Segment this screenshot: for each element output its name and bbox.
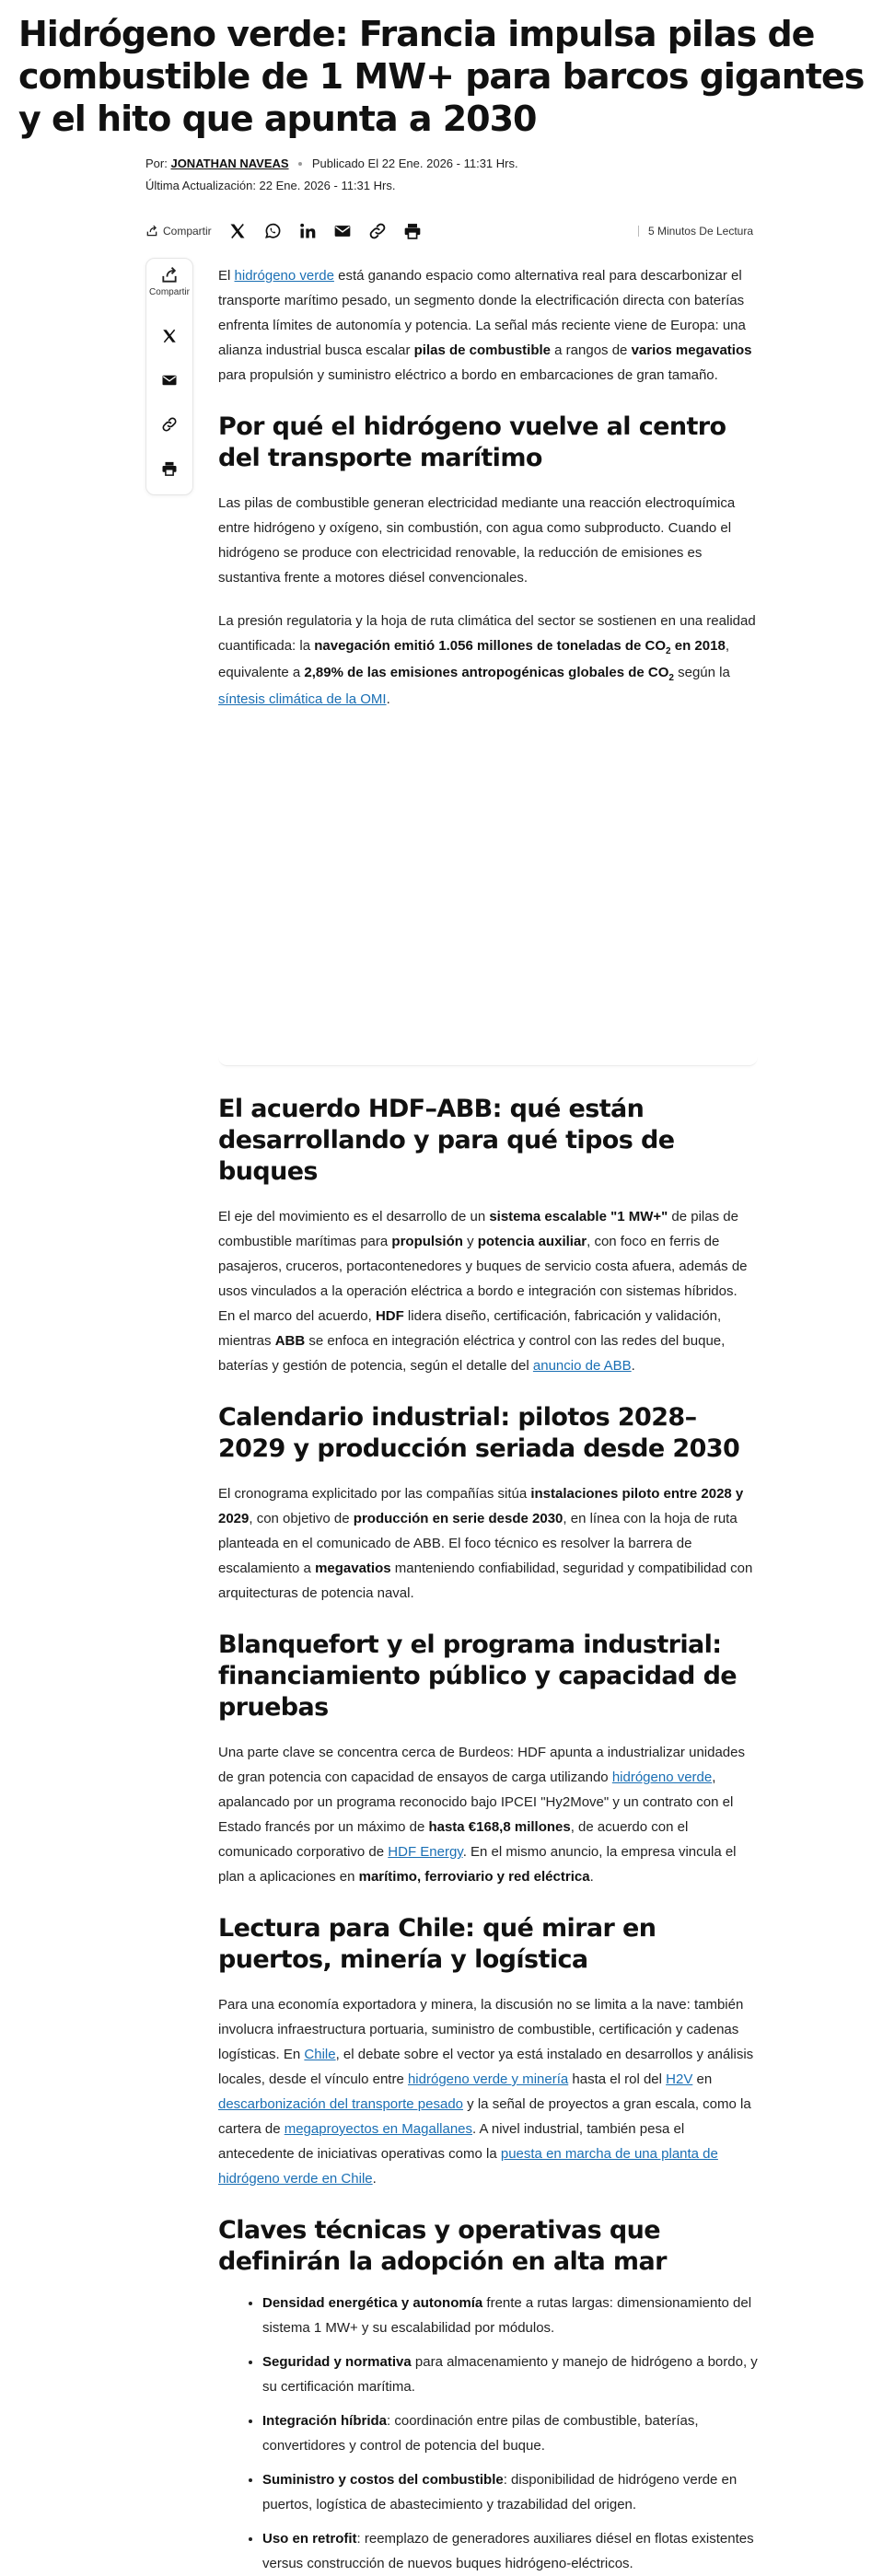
paragraph-fuel-cells: Las pilas de combustible generan electricidad mediante una reacción electroquímica entre hidrógeno y oxígeno, sin combustión, con agua como subproducto. Cuando el hidrógeno se produce con electricidad renovable, la reducción de emisiones es sustantiva frente a motores diésel convencionales. — [218, 495, 736, 586]
separator-dot — [298, 162, 302, 166]
technical-keys-list — [218, 2291, 758, 2576]
sidebar-email-button[interactable] — [158, 369, 180, 391]
email-share-button[interactable] — [331, 220, 354, 242]
by-label: Por: — [145, 157, 168, 170]
linkedin-share-button[interactable] — [296, 220, 319, 242]
read-time-divider — [638, 226, 639, 237]
floating-share-sidebar — [145, 258, 193, 495]
share-button[interactable] — [145, 225, 212, 238]
link-hidrogeno-verde-2[interactable]: hidrógeno verde — [611, 1770, 713, 1785]
heading-hdf-abb: El acuerdo HDF–ABB: qué están desarrollando y para qué tipos de buques — [218, 1095, 675, 1186]
heading-blanquefort: Blanquefort y el programa industrial: financiamiento público y capacidad de pruebas — [218, 1630, 738, 1722]
link-hdf-energy[interactable]: HDF Energy — [388, 1844, 463, 1860]
linkedin-icon — [298, 222, 317, 240]
share-bar — [145, 217, 753, 245]
link-megaproyectos-magallanes[interactable]: megaproyectos en Magallanes — [284, 2121, 473, 2137]
article-body — [218, 263, 758, 2576]
link-planta-chile[interactable]: puesta en marcha de una planta de hidrógeno verde en Chile — [218, 2146, 718, 2187]
share-icon — [145, 225, 158, 238]
heading-chile: Lectura para Chile: qué mirar en puertos, minería y logística — [218, 1914, 656, 1974]
x-share-button[interactable] — [227, 220, 249, 242]
link-abb-announcement[interactable]: anuncio de ABB — [532, 1358, 632, 1374]
link-imo-synthesis[interactable]: síntesis climática de la OMI — [218, 691, 387, 707]
sidebar-print-button[interactable] — [158, 458, 180, 480]
heading-calendar: Calendario industrial: pilotos 2028–2029 y producción seriada desde 2030 — [218, 1403, 740, 1463]
read-time-label: 5 Minutos De Lectura — [647, 225, 753, 238]
link-icon — [161, 416, 178, 433]
link-h2v[interactable]: H2V — [666, 2071, 693, 2087]
list-item: • Seguridad y normativa para almacenamiento y manejo de hidrógeno a bordo, y su certificación marítima. — [262, 2350, 758, 2399]
email-icon — [333, 222, 352, 240]
link-hidrogeno-verde[interactable]: hidrógeno verde — [234, 268, 334, 284]
sidebar-x-button[interactable] — [158, 325, 180, 347]
author-link[interactable]: JONATHAN NAVEAS — [170, 157, 289, 170]
paragraph-hdf-abb: El eje del movimiento es el desarrollo de un sistema escalable "1 MW+" de pilas de combustible marítimas para propulsión y potencia auxiliar, con foco en ferris de pasajeros, cruceros, portacontenedores y buques de servicio costa afuera, además de usos vinculados a la operación eléctrica a bordo e integración con sistemas híbridos. En el marco del acuerdo, HDF lidera diseño, certificación, fabricación y validación, mientras ABB se enfoca en integración eléctrica y control con las redes del buque, baterías y gestión de potencia, según el detalle del anuncio de ABB. — [218, 1209, 748, 1374]
print-icon — [161, 460, 178, 477]
article-title: Hidrógeno verde: Francia impulsa pilas de combustible de 1 MW+ para barcos gigantes y el hito que apunta a 2030 — [18, 14, 865, 139]
link-transporte-pesado[interactable]: descarbonización del transporte pesado — [218, 2096, 464, 2112]
paragraph-imo: La presión regulatoria y la hoja de ruta climática del sector se sostienen en una realidad cuantificada: la navegación emitió 1.056 millones de toneladas de $CO_2$ en 2018, equivalente a 2,89% de las emisiones antropogénicas globales de $CO_2$ según la síntesis climática de la OMI. — [218, 613, 756, 707]
list-item: • Suministro y costos del combustible: disponibilidad de hidrógeno verde en puertos, logística de abastecimiento y trazabilidad del origen. — [262, 2467, 758, 2517]
published-date: Publicado El 22 Ene. 2026 - 11:31 Hrs. — [311, 157, 518, 170]
whatsapp-icon — [263, 222, 282, 240]
print-button[interactable] — [401, 220, 424, 242]
list-item: • Integración híbrida: coordinación entre pilas de combustible, baterías, convertidores y control de potencia del buque. — [262, 2408, 758, 2458]
link-chile[interactable]: Chile — [304, 2047, 336, 2062]
ad-placeholder — [218, 712, 758, 1066]
sidebar-share-label: Compartir — [149, 287, 190, 297]
heading-why-hydrogen: Por qué el hidrógeno vuelve al centro del transporte marítimo — [218, 412, 726, 472]
share-label: Compartir — [163, 225, 212, 238]
heading-technical-keys: Claves técnicas y operativas que definirán la adopción en alta mar — [218, 2216, 667, 2276]
print-icon — [403, 222, 422, 240]
x-icon — [228, 222, 247, 240]
updated-date: Última Actualización: 22 Ene. 2026 - 11:31 Hrs. — [145, 179, 396, 192]
link-hidrogeno-mineria[interactable]: hidrógeno verde y minería — [407, 2071, 569, 2087]
whatsapp-share-button[interactable] — [261, 220, 284, 242]
paragraph-chile: Para una economía exportadora y minera, la discusión no se limita a la nave: también involucra infraestructura portuaria, suministro de combustible, certificación y cadenas logísticas. En Chile, el debate sobre el vector ya está instalado en desarrollos y análisis locales, desde el vínculo entre hidrógeno verde y minería hasta el rol del H2V en descarbonización del transporte pesado y la señal de proyectos a gran escala, como la cartera de megaproyectos en Magallanes. A nivel industrial, también pesa el antecedente de iniciativas operativas como la puesta en marcha de una planta de hidrógeno verde en Chile. — [218, 1997, 754, 2187]
paragraph-blanquefort: Una parte clave se concentra cerca de Burdeos: HDF apunta a industrializar unidades de gran potencia con capacidad de ensayos de carga utilizando hidrógeno verde, apalancado por un programa reconocido bajo IPCEI "Hy2Move" y un contrato con el Estado francés por un máximo de hasta €168,8 millones, de acuerdo con el comunicado corporativo de HDF Energy. En el mismo anuncio, la empresa vincula el plan a aplicaciones en marítimo, ferroviario y red eléctrica. — [218, 1745, 745, 1885]
list-item: • Densidad energética y autonomía frente a rutas largas: dimensionamiento del sistema 1 MW+ y su escalabilidad por módulos. — [262, 2291, 758, 2340]
sidebar-share-button[interactable] — [146, 266, 192, 297]
share-icon — [160, 266, 179, 284]
read-time — [638, 225, 753, 238]
link-icon — [368, 222, 387, 240]
sidebar-copy-link-button[interactable] — [158, 413, 180, 435]
list-item: • Uso en retrofit: reemplazo de generadores auxiliares diésel en flotas existentes versus construcción de nuevos buques hidrógeno-eléctricos. — [262, 2526, 758, 2576]
paragraph-calendar: El cronograma explicitado por las compañías sitúa instalaciones piloto entre 2028 y 2029, con objetivo de producción en serie desde 2030, en línea con la hoja de ruta planteada en el comunicado de ABB. El foco técnico es resolver la barrera de escalamiento a megavatios manteniendo confiabilidad, seguridad y compatibilidad con arquitecturas de potencia naval. — [218, 1486, 753, 1601]
intro-paragraph: El hidrógeno verde está ganando espacio como alternativa real para descarbonizar el transporte marítimo pesado, un segmento donde la electrificación directa con baterías enfrenta límites de autonomía y potencia. La señal más reciente viene de Europa: una alianza industrial busca escalar pilas de combustible a rangos de varios megavatios para propulsión y suministro eléctrico a bordo en embarcaciones de gran tamaño. — [218, 268, 752, 383]
x-icon — [161, 328, 178, 344]
byline — [145, 157, 518, 170]
copy-link-button[interactable] — [366, 220, 389, 242]
email-icon — [161, 372, 178, 389]
